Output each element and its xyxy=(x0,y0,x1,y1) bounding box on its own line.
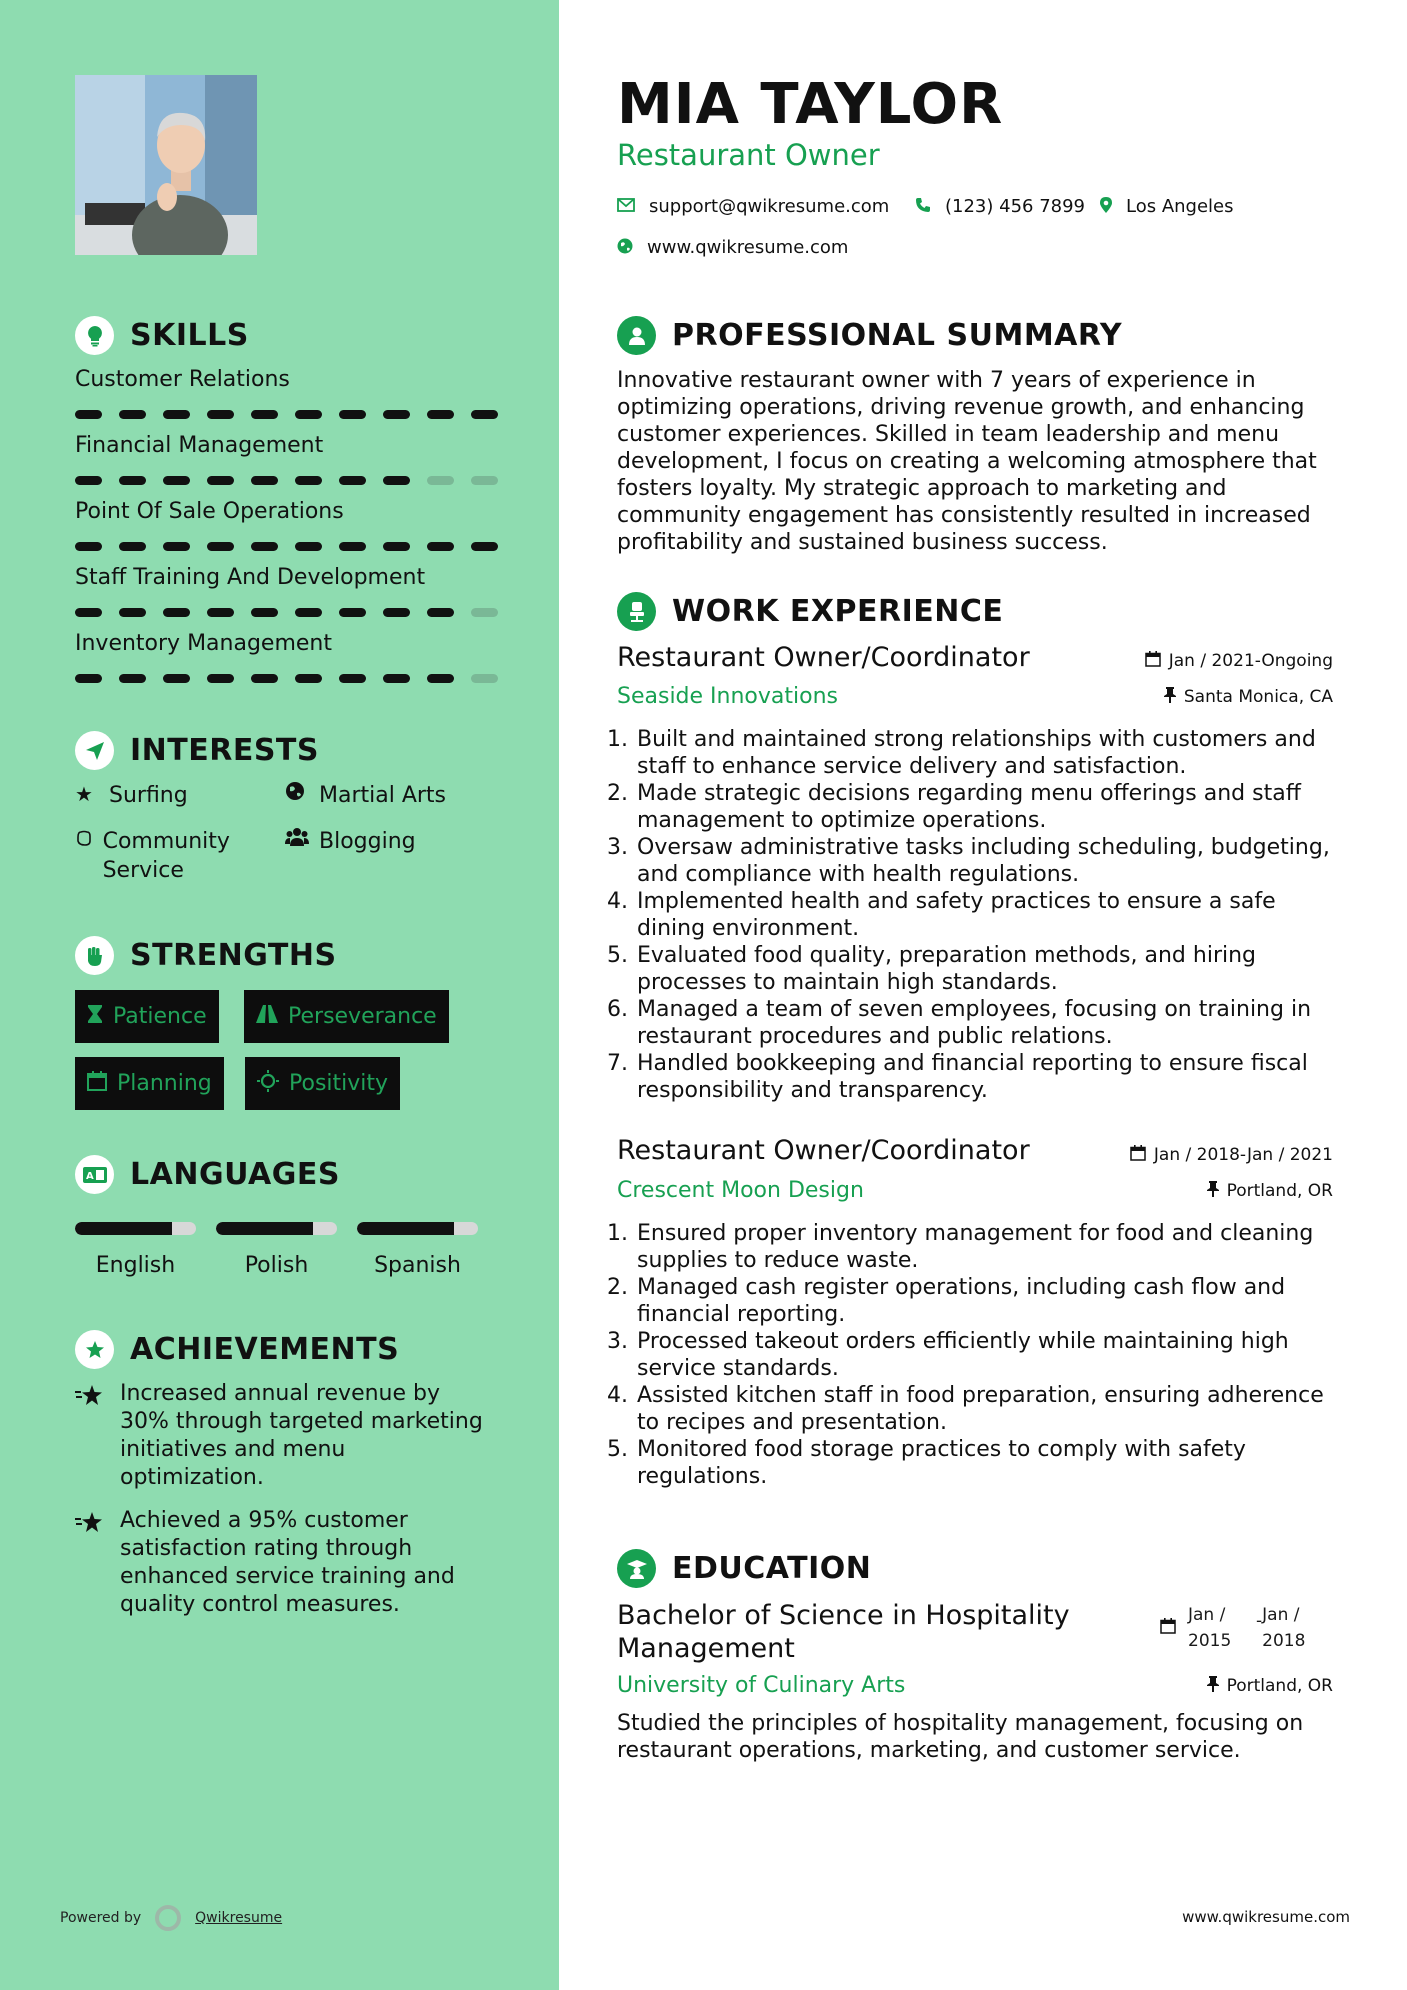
skill-dot xyxy=(119,410,146,419)
map-pin-icon xyxy=(1100,197,1112,217)
skill-dot xyxy=(471,542,498,551)
job-title: Restaurant Owner/Coordinator xyxy=(617,642,1030,673)
job-location xyxy=(1207,1181,1333,1201)
experience-heading xyxy=(617,592,1003,631)
contact-location xyxy=(1100,196,1234,217)
language-icon xyxy=(75,1155,114,1194)
hand-icon xyxy=(75,827,95,853)
profile-photo xyxy=(75,75,257,255)
skill-dot xyxy=(163,608,190,617)
email-text[interactable]: support@qwikresume.com xyxy=(649,196,890,217)
skill-dot xyxy=(383,542,410,551)
skill-label: Staff Training And Development xyxy=(75,565,426,590)
skill-dot xyxy=(207,542,234,551)
envelope-icon xyxy=(617,197,635,216)
experience-title: WORK EXPERIENCE xyxy=(672,594,1004,629)
duty-item: 5. Monitored food storage practices to comply with safety regulations. xyxy=(635,1436,1342,1490)
qwikresume-logo-icon xyxy=(155,1905,181,1931)
interest-item xyxy=(75,781,188,810)
skill-label: Customer Relations xyxy=(75,367,290,392)
skill-rating xyxy=(75,608,505,617)
skill-item xyxy=(75,367,505,419)
strength-badge xyxy=(244,990,449,1043)
skill-dot xyxy=(207,608,234,617)
language-item xyxy=(357,1222,478,1278)
pushpin-icon xyxy=(1207,1181,1219,1201)
strength-label: Perseverance xyxy=(288,1004,437,1029)
language-level-bar xyxy=(357,1222,478,1235)
road-icon xyxy=(256,1004,278,1029)
strength-badge xyxy=(75,1057,224,1110)
education-description: Studied the principles of hospitality management, focusing on restaurant operations, marketing, and customer service. xyxy=(617,1711,1304,1763)
interest-label: Community Service xyxy=(102,829,230,883)
achievements-title: ACHIEVEMENTS xyxy=(130,1332,400,1367)
job-location-text: Portland, OR xyxy=(1226,1181,1333,1201)
job-duties-list xyxy=(612,1220,1342,1490)
skill-dot xyxy=(339,542,366,551)
languages-title: LANGUAGES xyxy=(130,1157,340,1192)
skill-dot xyxy=(339,476,366,485)
calendar-icon xyxy=(1160,1602,1176,1654)
language-level-fill xyxy=(357,1222,454,1235)
job-dates-text: Jan / 2021-Ongoing xyxy=(1168,651,1333,671)
skill-label: Point Of Sale Operations xyxy=(75,499,344,524)
calendar-icon xyxy=(87,1071,107,1097)
duty-item: 1. Built and maintained strong relationships with customers and staff to enhance service delivery and satisfaction. xyxy=(635,726,1342,780)
phone-icon xyxy=(915,197,931,217)
powered-by-label: Powered by xyxy=(60,1910,142,1926)
globe-icon xyxy=(285,781,311,807)
duty-item: 2. Managed cash register operations, including cash flow and financial reporting. xyxy=(635,1274,1342,1328)
job-duties-list xyxy=(612,726,1342,1104)
skill-dot xyxy=(119,542,146,551)
skill-dot xyxy=(427,476,454,485)
duty-item: 2. Made strategic decisions regarding menu offerings and staff management to optimize operations. xyxy=(635,780,1342,834)
skill-dot xyxy=(427,410,454,419)
candidate-role: Restaurant Owner xyxy=(617,138,880,172)
language-item xyxy=(75,1222,196,1278)
paper-plane-icon xyxy=(75,731,114,770)
summary-heading xyxy=(617,316,1122,355)
skill-dot xyxy=(471,674,498,683)
skill-rating xyxy=(75,410,505,419)
achievement-text: Increased annual revenue by 30% through targeted marketing initiatives and menu optimization. xyxy=(120,1381,483,1490)
job-location xyxy=(1164,687,1333,707)
duty-item: 6. Managed a team of seven employees, focusing on training in restaurant procedures and public relations. xyxy=(635,996,1342,1050)
summary-title: PROFESSIONAL SUMMARY xyxy=(672,318,1123,353)
hourglass-icon xyxy=(87,1004,103,1030)
skill-dot xyxy=(75,542,102,551)
interests-heading xyxy=(75,731,319,770)
language-level-bar xyxy=(75,1222,196,1235)
degree-title: Bachelor of Science in Hospitality Management xyxy=(617,1600,1070,1664)
language-label: Spanish xyxy=(374,1253,461,1278)
education-dates xyxy=(1160,1602,1316,1654)
skill-dot xyxy=(383,674,410,683)
phone-text: (123) 456 7899 xyxy=(945,196,1086,217)
skill-dot xyxy=(427,608,454,617)
strengths-heading xyxy=(75,936,337,975)
skill-label: Inventory Management xyxy=(75,631,332,656)
skill-dot xyxy=(295,674,322,683)
skill-item xyxy=(75,631,505,683)
skill-dot xyxy=(427,542,454,551)
duty-item: 4. Assisted kitchen staff in food preparation, ensuring adherence to recipes and presentation. xyxy=(635,1382,1342,1436)
strength-badge xyxy=(75,990,219,1043)
duty-item: 3. Processed takeout orders efficiently while maintaining high service standards. xyxy=(635,1328,1342,1382)
language-level-fill xyxy=(216,1222,313,1235)
fist-icon xyxy=(75,936,114,975)
skill-dot xyxy=(295,410,322,419)
graduate-icon xyxy=(617,1549,656,1588)
skill-dot xyxy=(251,674,278,683)
strength-label: Positivity xyxy=(289,1071,389,1096)
skill-dot xyxy=(207,476,234,485)
powered-by xyxy=(60,1905,282,1931)
pushpin-icon xyxy=(1164,687,1176,707)
skill-dot xyxy=(383,476,410,485)
skill-dot xyxy=(75,476,102,485)
strength-label: Patience xyxy=(113,1004,207,1029)
job-dates xyxy=(1145,651,1333,671)
pushpin-icon xyxy=(1207,1676,1219,1696)
footer-url[interactable]: www.qwikresume.com xyxy=(1182,1908,1350,1926)
contact-email xyxy=(617,196,889,217)
skill-dot xyxy=(471,608,498,617)
skill-dot xyxy=(119,608,146,617)
strength-label: Planning xyxy=(117,1071,212,1096)
skill-dot xyxy=(207,674,234,683)
duty-item: 7. Handled bookkeeping and financial reporting to ensure fiscal responsibility and transparency. xyxy=(635,1050,1342,1104)
skill-dot xyxy=(251,608,278,617)
skill-dot xyxy=(471,476,498,485)
star-burst-icon xyxy=(75,1507,120,1619)
calendar-icon xyxy=(1130,1145,1146,1165)
skill-item xyxy=(75,565,505,617)
globe-icon xyxy=(617,238,633,258)
skill-dot xyxy=(163,476,190,485)
user-icon xyxy=(617,316,656,355)
candidate-name: MIA TAYLOR xyxy=(617,72,1004,137)
interest-item xyxy=(285,827,416,856)
skill-dot xyxy=(339,410,366,419)
job-company: Crescent Moon Design xyxy=(617,1178,864,1203)
skill-dot xyxy=(75,410,102,419)
date-separator: - xyxy=(1256,1611,1263,1631)
skill-dot xyxy=(251,542,278,551)
chair-icon xyxy=(617,592,656,631)
skill-dot xyxy=(295,542,322,551)
skill-dot xyxy=(383,608,410,617)
education-start: Jan / 2015 xyxy=(1188,1605,1232,1651)
strength-badge xyxy=(245,1057,400,1110)
contact-website xyxy=(617,237,848,258)
language-label: English xyxy=(95,1253,176,1278)
svg-text:A: A xyxy=(85,1170,94,1182)
skill-dot xyxy=(75,674,102,683)
medal-star-icon xyxy=(75,1330,114,1369)
skill-dot xyxy=(383,410,410,419)
sun-icon xyxy=(257,1070,279,1098)
language-item xyxy=(216,1222,337,1278)
users-icon xyxy=(285,827,311,853)
skill-item xyxy=(75,433,505,485)
skill-dot xyxy=(207,410,234,419)
skill-dot xyxy=(119,476,146,485)
contact-phone xyxy=(915,196,1085,217)
skill-dot xyxy=(75,608,102,617)
skill-dot xyxy=(339,608,366,617)
interest-label: Surfing xyxy=(109,783,188,808)
skills-heading xyxy=(75,316,249,355)
achievement-text: Achieved a 95% customer satisfaction rating through enhanced service training and quality control measures. xyxy=(120,1508,455,1617)
skill-dot xyxy=(251,410,278,419)
interest-label: Blogging xyxy=(319,829,416,854)
skill-dot xyxy=(119,674,146,683)
school-name: University of Culinary Arts xyxy=(617,1673,906,1698)
skill-dot xyxy=(163,674,190,683)
interest-item xyxy=(75,827,265,885)
duty-item: 5. Evaluated food quality, preparation methods, and hiring processes to maintain high standards. xyxy=(635,942,1342,996)
skill-dot xyxy=(163,542,190,551)
job-dates-text: Jan / 2018-Jan / 2021 xyxy=(1153,1145,1333,1165)
interest-item xyxy=(285,781,446,810)
qwikresume-link[interactable]: Qwikresume xyxy=(195,1910,283,1926)
interest-label: Martial Arts xyxy=(319,783,447,808)
achievements-heading xyxy=(75,1330,399,1369)
skill-rating xyxy=(75,674,505,683)
skill-dot xyxy=(163,410,190,419)
duty-item: 1. Ensured proper inventory management for food and cleaning supplies to reduce waste. xyxy=(635,1220,1342,1274)
languages-heading xyxy=(75,1155,340,1194)
job-title: Restaurant Owner/Coordinator xyxy=(617,1135,1030,1166)
location-text: Los Angeles xyxy=(1126,196,1234,217)
job-company: Seaside Innovations xyxy=(617,684,838,709)
education-location xyxy=(1207,1676,1333,1696)
skill-dot xyxy=(295,476,322,485)
language-level-fill xyxy=(75,1222,172,1235)
skill-dot xyxy=(339,674,366,683)
language-level-bar xyxy=(216,1222,337,1235)
duty-item: 3. Oversaw administrative tasks including scheduling, budgeting, and compliance with health regulations. xyxy=(635,834,1342,888)
skill-rating xyxy=(75,542,505,551)
skill-dot xyxy=(471,410,498,419)
strengths-title: STRENGTHS xyxy=(130,938,337,973)
education-title: EDUCATION xyxy=(672,1551,872,1586)
skill-dot xyxy=(295,608,322,617)
skill-label: Financial Management xyxy=(75,433,324,458)
star-icon: ★ xyxy=(75,782,93,806)
summary-text: Innovative restaurant owner with 7 years of experience in optimizing operations, driving revenue growth, and enhancing customer experiences. Skilled in team leadership and menu development, I focus on creating a welcoming atmosphere that fosters loyalty. My strategic approach to marketing and community engagement has consistently resulted in increased profitability and sustained business success. xyxy=(617,368,1317,555)
calendar-icon xyxy=(1145,651,1161,671)
skills-title: SKILLS xyxy=(130,318,249,353)
achievement-item xyxy=(75,1380,495,1492)
skill-rating xyxy=(75,476,505,485)
skill-dot xyxy=(427,674,454,683)
job-dates xyxy=(1130,1145,1333,1165)
sidebar xyxy=(0,0,559,1990)
achievement-item xyxy=(75,1507,495,1619)
education-heading xyxy=(617,1549,871,1588)
skill-item xyxy=(75,499,505,551)
job-location-text: Santa Monica, CA xyxy=(1183,687,1333,707)
star-burst-icon xyxy=(75,1380,120,1492)
language-label: Polish xyxy=(244,1253,309,1278)
education-end: Jan / 2018 xyxy=(1262,1605,1306,1651)
education-location-text: Portland, OR xyxy=(1226,1676,1333,1696)
interests-title: INTERESTS xyxy=(130,733,319,768)
skill-dot xyxy=(251,476,278,485)
website-text[interactable]: www.qwikresume.com xyxy=(647,237,849,258)
duty-item: 4. Implemented health and safety practices to ensure a safe dining environment. xyxy=(635,888,1342,942)
lightbulb-icon xyxy=(75,316,114,355)
